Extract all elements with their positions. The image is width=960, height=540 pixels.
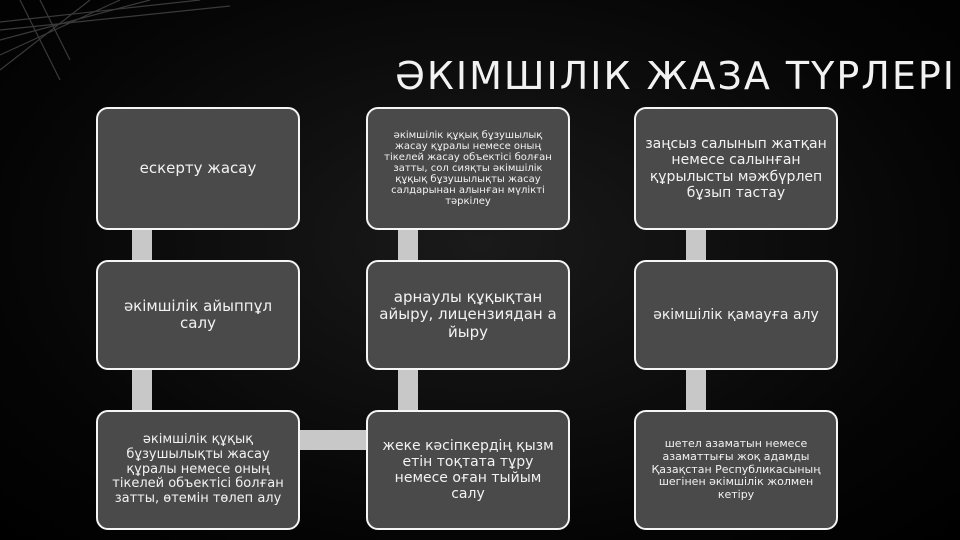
punishment-box-demolition <box>634 107 838 230</box>
punishment-box-demolition-text: заңсыз салынып жатқан немесе салынған құрылысты мәжбүрлеп бұзып тастау <box>645 136 827 201</box>
punishment-box-confiscation <box>366 107 570 230</box>
connector-col3-top <box>686 230 706 260</box>
connector-bottom-horizontal <box>300 430 368 450</box>
connector-col2-top <box>398 230 418 260</box>
punishment-box-expulsion <box>634 410 838 530</box>
punishment-box-business-suspension <box>366 410 570 530</box>
punishment-box-arrest <box>634 260 838 370</box>
punishment-box-warning-text: ескерту жасау <box>139 158 257 177</box>
punishment-box-paid-seizure-text: әкімшілік құқық бұзушылықты жасау құралы немесе оның тікелей объектісі болған затты, өтемін төлеп алу <box>112 431 284 507</box>
punishment-box-license-revocation <box>366 260 570 370</box>
punishment-box-expulsion-text: шетел азаматын немесе азаматтығы жоқ адамды Қазақстан Республикасының шегінен әкімшілік жолмен кетіру <box>651 437 821 501</box>
connector-col2-mid <box>398 370 418 410</box>
connector-col1-top <box>132 230 152 260</box>
punishment-box-business-suspension-text: жеке кәсіпкердің қызм етін тоқтата тұру немесе оған тыйым салу <box>382 437 554 503</box>
punishment-box-fine-text: әкімшілік айыппұл салу <box>123 296 273 332</box>
punishment-box-arrest-text: әкімшілік қамауға алу <box>653 306 819 323</box>
slide-title: ӘКІМШІЛІК ЖАЗА ТҮРЛЕРІ <box>395 54 956 98</box>
connector-col3-mid <box>686 370 706 410</box>
punishment-box-paid-seizure <box>96 410 300 530</box>
connector-col1-mid <box>132 370 152 410</box>
punishment-box-confiscation-text: әкімшілік құқық бұзушылық жасау құралы немесе оның тікелей жасау объектісі болған затты, сол сияқты әкімшілік құқық бұзушылықты жасау салдарынан алынған мүлікті тәркілеу <box>384 130 552 207</box>
punishment-box-license-revocation-text: арнаулы құқықтан айыру, лицензиядан а йыру <box>379 288 557 341</box>
punishment-box-warning <box>96 107 300 230</box>
punishment-box-fine <box>96 260 300 370</box>
